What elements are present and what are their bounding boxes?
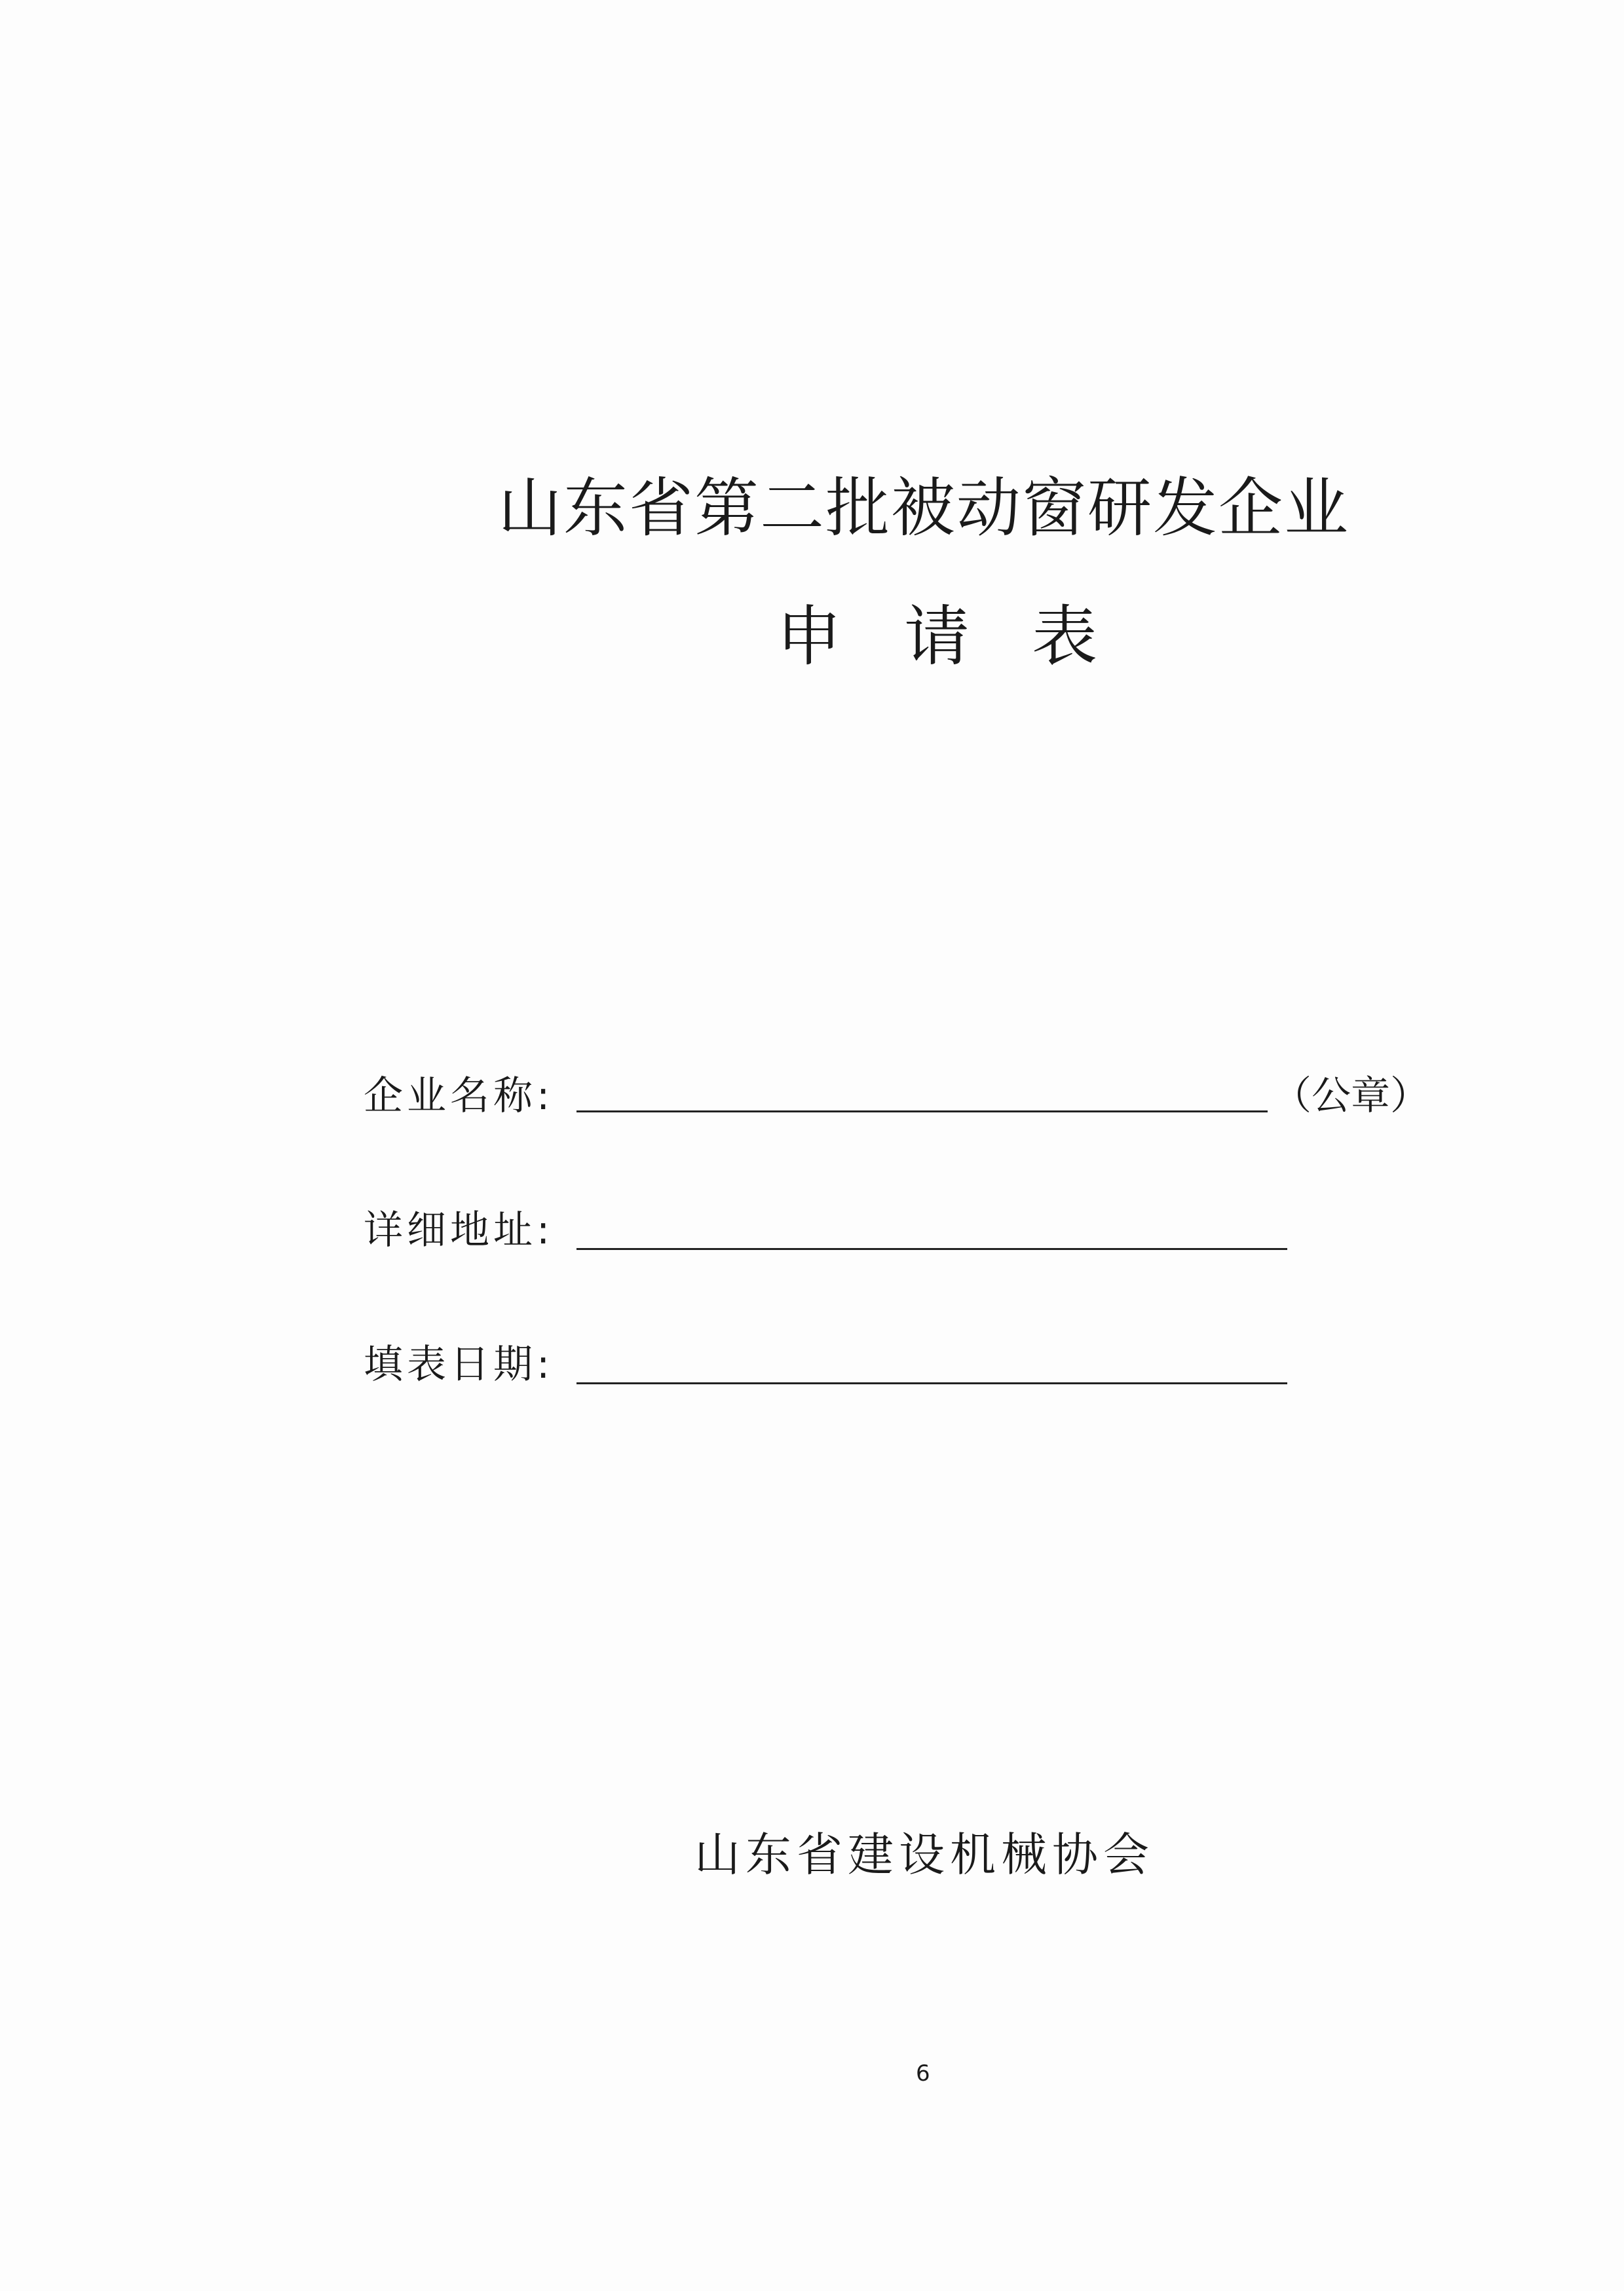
address-field <box>364 1199 1477 1258</box>
issuing-organization: 山东省建设机械协会 <box>694 1828 1154 1882</box>
fill-date-label: 填表日期: <box>364 1342 554 1388</box>
fill-date-input-line[interactable] <box>576 1382 1287 1384</box>
company-name-label: 企业名称: <box>364 1073 554 1119</box>
page-number: 6 <box>916 2060 930 2087</box>
address-input-line[interactable] <box>576 1248 1287 1250</box>
fill-date-field <box>364 1333 1477 1392</box>
document-subtitle: 申请表 <box>776 598 1160 675</box>
document-title: 山东省第二批被动窗研发企业 <box>498 471 1350 546</box>
company-name-input-line[interactable] <box>576 1110 1268 1112</box>
official-seal-note: （公章） <box>1272 1073 1429 1119</box>
company-name-field <box>364 1065 1477 1124</box>
address-label: 详细地址: <box>364 1207 554 1253</box>
